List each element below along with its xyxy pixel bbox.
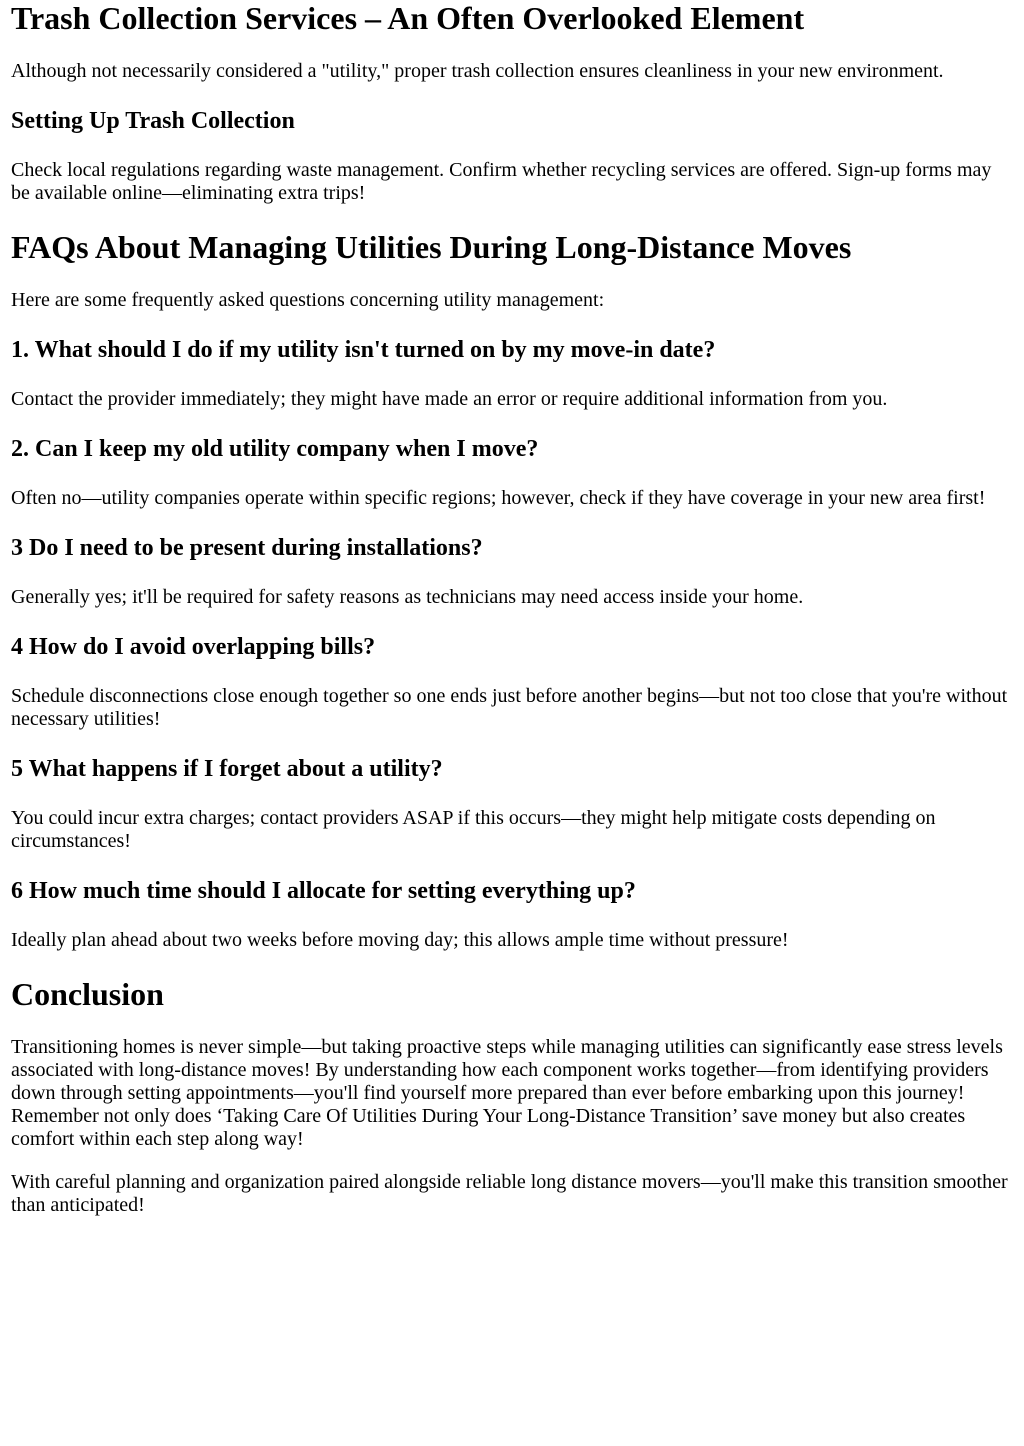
trash-setup-paragraph: Check local regulations regarding waste management. Confirm whether recycling services are offered. Sign-up forms may be available online—eliminating extra trips! bbox=[11, 159, 992, 204]
faq-question-1: 1. What should I do if my utility isn't turned on by my move-in date? bbox=[11, 337, 716, 363]
faq-question-4: 4 How do I avoid overlapping bills? bbox=[11, 634, 376, 660]
trash-intro-paragraph: Although not necessarily considered a "utility," proper trash collection ensures cleanliness in your new environment. bbox=[11, 60, 944, 82]
faq-question-5: 5 What happens if I forget about a utility? bbox=[11, 756, 443, 782]
faq-question-6: 6 How much time should I allocate for setting everything up? bbox=[11, 878, 636, 904]
faq-answer-4: Schedule disconnections close enough together so one ends just before another begins—but not too close that you're without necessary utilities! bbox=[11, 685, 1008, 730]
faqs-section-heading: FAQs About Managing Utilities During Long-Distance Moves bbox=[11, 229, 852, 265]
faq-answer-2: Often no—utility companies operate within specific regions; however, check if they have coverage in your new area first! bbox=[11, 487, 986, 509]
faq-answer-5: You could incur extra charges; contact providers ASAP if this occurs—they might help mitigate costs depending on circumstances! bbox=[11, 807, 936, 852]
faq-answer-6: Ideally plan ahead about two weeks before moving day; this allows ample time without pressure! bbox=[11, 929, 789, 951]
faq-question-3: 3 Do I need to be present during installations? bbox=[11, 535, 483, 561]
faqs-intro-paragraph: Here are some frequently asked questions concerning utility management: bbox=[11, 289, 605, 311]
conclusion-paragraph-2: With careful planning and organization paired alongside reliable long distance movers—you'll make this transition smoother than anticipated! bbox=[11, 1171, 1008, 1216]
trash-section-heading: Trash Collection Services – An Often Overlooked Element bbox=[11, 0, 805, 36]
conclusion-paragraph-1: Transitioning homes is never simple—but taking proactive steps while managing utilities can significantly ease stress levels associated with long-distance moves! By understanding how each component works together—from identifying providers down through setting appointments—you'll find yourself more prepared than ever before embarking upon this journey! Remember not only does ‘Taking Care Of Utilities During Your Long-Distance Transition’ save money but also creates comfort within each step along way! bbox=[11, 1036, 1003, 1150]
trash-setup-heading: Setting Up Trash Collection bbox=[11, 108, 295, 134]
faq-answer-1: Contact the provider immediately; they might have made an error or require additional information from you. bbox=[11, 388, 888, 410]
faq-question-2: 2. Can I keep my old utility company when I move? bbox=[11, 436, 539, 462]
conclusion-heading: Conclusion bbox=[11, 976, 164, 1012]
faq-answer-3: Generally yes; it'll be required for safety reasons as technicians may need access inside your home. bbox=[11, 586, 804, 608]
